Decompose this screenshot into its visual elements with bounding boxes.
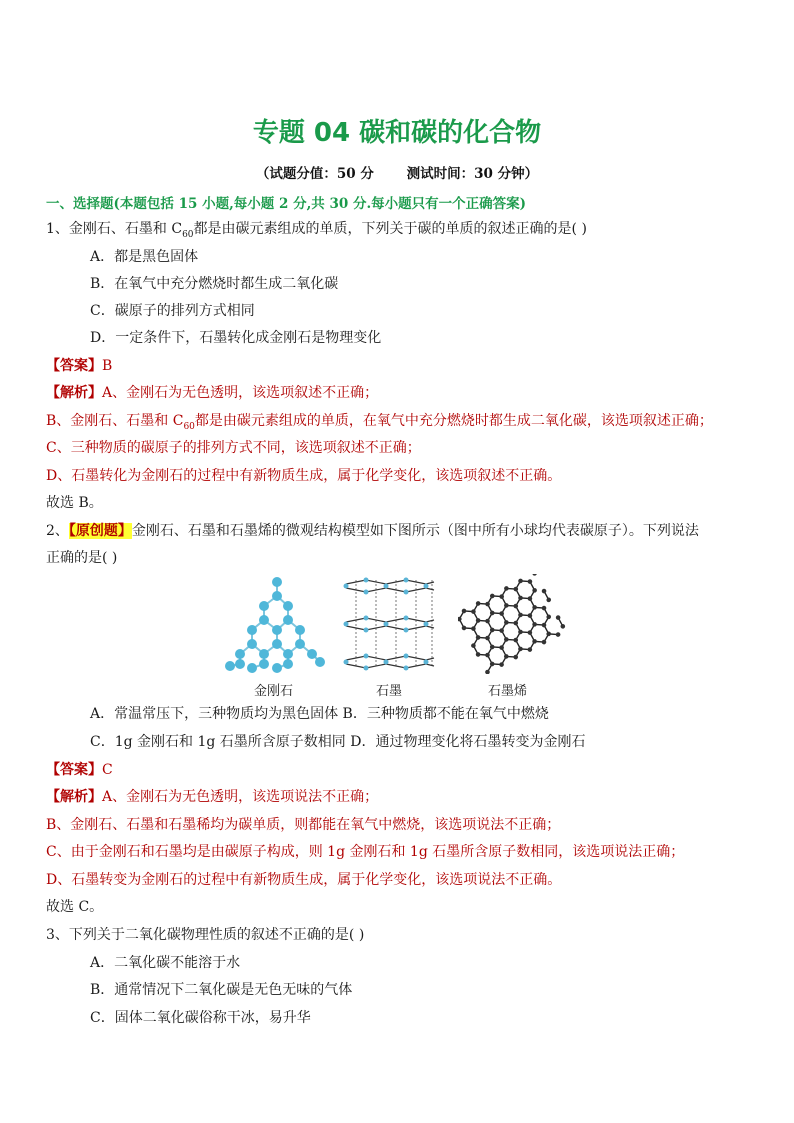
q1-analysis-d: D、石墨转化为金刚石的过程中有新物质生成，属于化学变化，该选项叙述不正确。: [46, 468, 562, 484]
q1-analysis-b: B、金刚石、石墨和 $C_{60}$都是由碳元素组成的单质，在氧气中充分燃烧时都生成二氧化碳，该选项叙述正确；: [46, 413, 713, 432]
q1-option-d[interactable]: D．一定条件下，石墨转化成金刚石是物理变化: [90, 330, 382, 346]
question-3-stem: 3、下列关于二氧化碳物理性质的叙述不正确的是( ): [46, 927, 365, 943]
exam-info: [0, 162, 794, 182]
time-info: 测试时间：30 分钟）: [406, 166, 539, 182]
graphite-structure-figure: [342, 574, 438, 674]
figure-label-graphite: 石墨: [376, 684, 403, 699]
q2-analysis-d: D、石墨转变为金刚石的过程中有新物质生成，属于化学变化，该选项说法不正确。: [46, 872, 562, 888]
q1-analysis-c: C、三种物质的碳原子的排列方式不同，该选项叙述不正确；: [46, 440, 421, 456]
q2-options-cd[interactable]: C．1g 金刚石和 1g 石墨所含原子数相同 D．通过物理变化将石墨转变为金刚石: [90, 734, 586, 750]
q2-answer: 【答案】C: [46, 762, 113, 778]
section-heading: 一、选择题(本题包括 15 小题,每小题 2 分,共 30 分.每小题只有一个正确答案): [46, 196, 527, 212]
q3-option-c[interactable]: C．固体二氧化碳俗称干冰，易升华: [90, 1010, 311, 1026]
q1-option-b[interactable]: B．在氧气中充分燃烧时都生成二氧化碳: [90, 276, 339, 292]
q1-option-c[interactable]: C．碳原子的排列方式相同: [90, 303, 255, 319]
q2-analysis-c: C、由于金刚石和石墨均是由碳原子构成，则 1g 金刚石和 1g 石墨所含原子数相同，该选项说法正确；: [46, 844, 685, 860]
graphene-structure-figure: [458, 574, 570, 674]
diamond-structure-figure: [222, 574, 332, 674]
score-info: （试题分值：50 分: [255, 166, 374, 182]
q1-answer: 【答案】B: [46, 358, 113, 374]
q2-analysis-a: 【解析】A、金刚石为无色透明，该选项说法不正确；: [46, 789, 379, 805]
q1-conclusion: 故选 B。: [46, 495, 103, 511]
q2-conclusion: 故选 C。: [46, 899, 104, 915]
question-2-stem-cont: 正确的是( ): [46, 550, 118, 566]
q2-analysis-b: B、金刚石、石墨和石墨稀均为碳单质，则都能在氧气中燃烧，该选项说法不正确；: [46, 817, 561, 833]
q2-options-ab[interactable]: A．常温常压下，三种物质均为黑色固体 B．三种物质都不能在氧气中燃烧: [90, 706, 549, 722]
q1-option-a[interactable]: A．都是黑色固体: [90, 249, 199, 265]
figure-label-diamond: 金刚石: [254, 684, 294, 699]
q3-option-a[interactable]: A．二氧化碳不能溶于水: [90, 955, 241, 971]
question-2-stem: 2、【原创题】金刚石、石墨和石墨烯的微观结构模型如下图所示（图中所有小球均代表碳原子）。下列说法: [46, 523, 699, 539]
figure-label-graphene: 石墨烯: [488, 684, 528, 699]
page-title: 专题 04 碳和碳的化合物: [252, 118, 542, 148]
question-1-stem: 1、金刚石、石墨和 $C_{60}$都是由碳元素组成的单质，下列关于碳的单质的叙述正确的是( ): [46, 221, 587, 240]
q1-analysis-a: 【解析】A、金刚石为无色透明，该选项叙述不正确；: [46, 385, 379, 401]
q3-option-b[interactable]: B．通常情况下二氧化碳是无色无味的气体: [90, 982, 353, 998]
original-question-badge: 【原创题】: [68, 523, 132, 539]
